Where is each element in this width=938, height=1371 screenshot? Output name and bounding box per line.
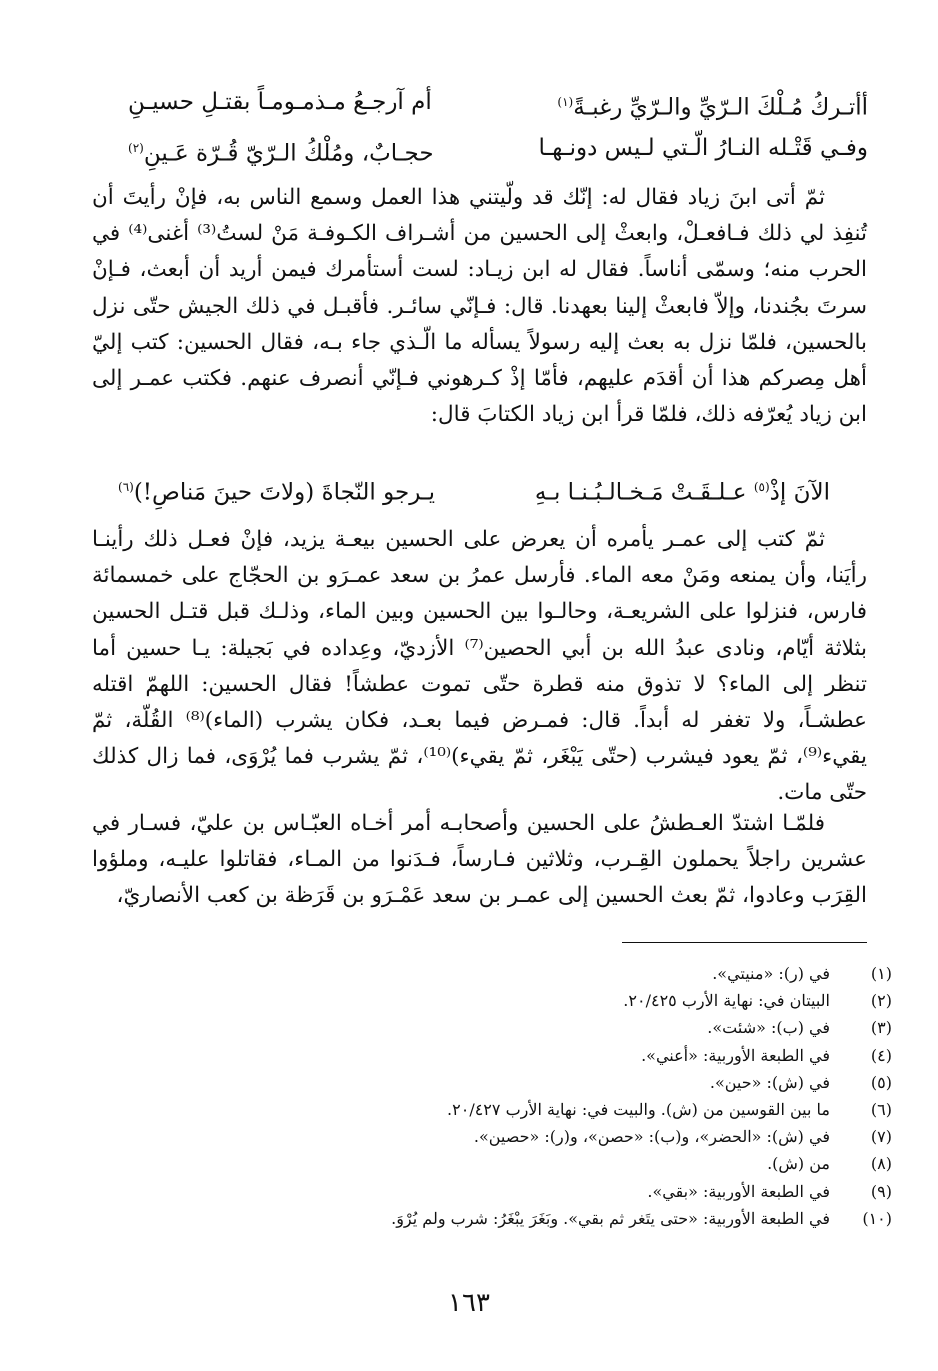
footnote-item: (١٠) في الطبعة الأوربية: «حتى يتَغر ثم بقي». وبَغَرَ يبْغَرُ: شرب ولم يُرْوَ.	[391, 1208, 892, 1228]
verse-hemistich-first: وفـي قَتْـله النـارُ الّـتي لـيس دونـهـا	[538, 135, 868, 161]
footnote-item: (٩) في الطبعة الأوربية: «بقي».	[647, 1181, 892, 1201]
footnote-marker: (٥)	[753, 480, 770, 494]
verse-line-2	[128, 126, 868, 176]
paragraph-3: فلمّـا اشتدّ العـطشُ على الحسين وأصحابـه أمر أخـاه العبّـاس بن عليّ، فسـار في عشرين راجلاً يحملون القِـرب، وثلاثين فـارساً، فـدَنوا من المـاء، فقاتلوا عليـه، وملؤوا القِرَب وعادوا، ثمّ بعث الحسين إلى عمـر بن سعد عَمْـرَو بن قَرَظة بن كعب الأنصاريّ،	[92, 811, 867, 909]
footnote-item: (٥) في (ش): «حين».	[709, 1072, 892, 1092]
paragraph-2: ثمّ كتب إلى عمـر يأمره أن يعرض على الحسين بيعـة يزيد، فإنْ فعـل ذلك رأينـا رأيَنا، وأن يمنعه ومَنْ معه الماء. فأرسل عمرُ بن سعد عمـرَو بن الحجّاج على خمسمائة فارس، فنزلوا على الشريعـة، وحالـوا بين الحسين وبين الماء، وذلـك قبل قتـل الحسين بثلاثة أيّام، ونادى عبدُ الله بن أبي الحصين⁽⁷⁾ الأزديّ، وعِداده في بَجيلة: يـا حسين أما تنظر إلى الماء؟ لا تذوق منه قطرة حتّى تموت عطشاً! فقال الحسين: اللهمّ اقتله عطشـاً، ولا تغفر له أبداً. قال: فمـرض فيما بعـد، فكان يشرب (الماء)⁽⁸⁾ القُلّة، ثمّ يقيء⁽⁹⁾، ثمّ يعود فيشرب (حتّى يَبْغَر، ثمّ يقيء)⁽¹⁰⁾، ثمّ يشرب فما يُرْوَى، فما زال كذلك حتّى مات.	[92, 527, 868, 806]
verse-line-1	[128, 80, 868, 130]
footnote-item: (٤) في الطبعة الأوربية: «أعني».	[641, 1045, 892, 1065]
verse-hemistich-second: أم آرجـعُ مـذمـومـاً بقتـلِ حسيـنِ	[128, 89, 432, 115]
footnote-item: (٢) البيتان في: نهاية الأرب ٢٠/٤٢٥.	[623, 991, 892, 1011]
footnote-item: (٧) في (ش): «الحضر»، و(ب): «حصن»، و(ر): «حصين».	[473, 1127, 892, 1147]
footnote-marker: (٢)	[128, 141, 144, 155]
page-number: ١٦٣	[448, 1288, 490, 1318]
footnote-marker: (١)	[557, 95, 574, 109]
verse-line-3	[118, 465, 830, 515]
footnote-divider	[622, 942, 867, 943]
paragraph-1: ثمّ أتى ابنَ زياد فقال له: إنّك قد ولّيتني هذا العمل وسمع الناس به، فإنْ رأيتَ أن تُنفِذ لي ذلك فـافعـلْ، وابعثْ إلى الحسين من أشـراف الكـوفـة مَنْ لستُ⁽³⁾ أغنى⁽⁴⁾ في الحرب منه؛ وسمّى أناساً. فقال له ابن زيـاد: لست أستأمرك فيمن أريد أن أبعث، فـإنْ سرتَ بجُندنا، وإلاّ فابعثْ إلينا بعهدنا. قال: فـإنّي سائـر. فأقبـل في ذلك الجيش حتّى نزل بالحسين، فلمّا نزل به بعث إليه رسولاً يسأله ما الّـذي جاء بـه، فقال الحسين: كتب إليّ أهل مِصركم هذا أن أقدَم عليهم، فأمّا إذْ كـرهوني فـإنّي أنصرف عنهم. فكتب عمـر إلى ابن زياد يُعرّفه ذلك، فلمّا قرأ ابن زياد الكتابَ قال:	[92, 185, 868, 428]
verse-hemistich-second: يـرجو النّجاةَ (ولاتَ حينَ مَناصِ!)$^{(٦)}$	[118, 479, 436, 506]
footnote-item: (٨) من (ش).	[767, 1154, 892, 1174]
footnote-marker: (٦)	[118, 480, 134, 494]
verse-hemistich-first: أأتـركُ مُـلْكَ الـرّيِّ والـرّيِّ رغبـةً$^{(١)}$	[557, 94, 868, 121]
footnote-item: (٣) في (ب): «شئت».	[707, 1018, 892, 1038]
verse-hemistich-second: حجـابٌ، ومُلْكُ الـرّيّ قُـرّة عَـينِ$^{(٢)}$	[128, 140, 434, 167]
footnote-item: (١) في (ر): «منيتي».	[712, 964, 892, 983]
verse-hemistich-first: الآنَ إذْ$^{(٥)}$ عـلـقَـتْ مَـخـالـبُـنـا بـهِ	[534, 479, 830, 506]
footnote-item: (٦) ما بين القوسين من (ش). والبيت في: نهاية الأرب ٢٠/٤٢٧.	[447, 1100, 892, 1120]
footnotes-list	[92, 960, 892, 1232]
